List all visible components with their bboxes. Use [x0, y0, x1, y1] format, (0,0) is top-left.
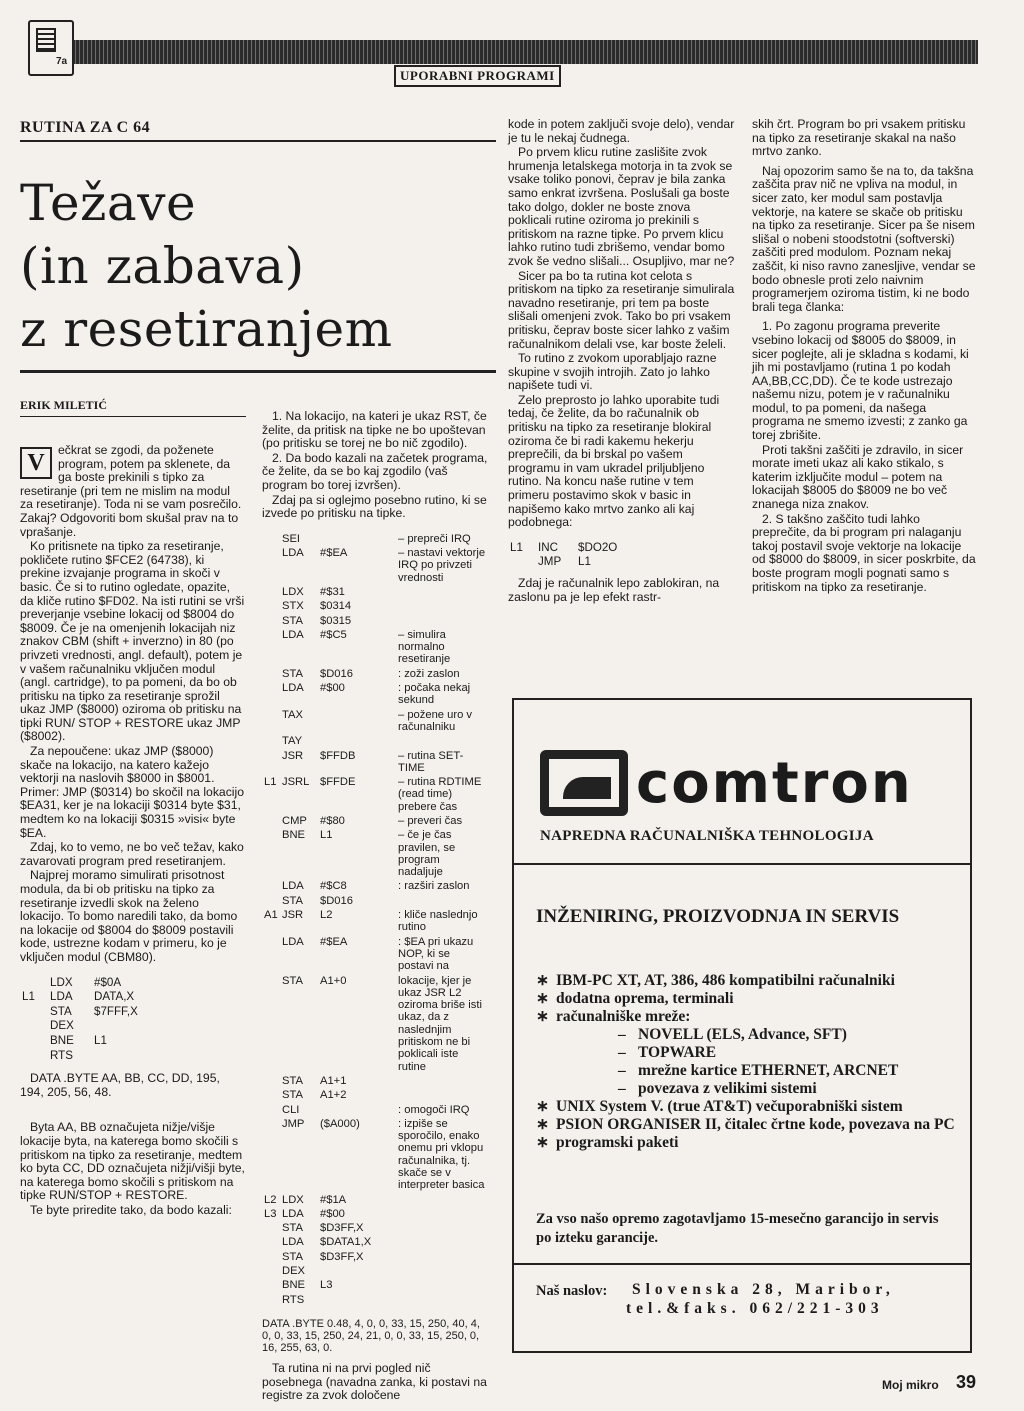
asm-row: L1 JSRL $FFDE – rutina RDTIME (read time) prebere čas	[264, 776, 482, 813]
paragraph: Za nepoučene: ukaz JMP ($8000) skače na lokacijo, na katero kažejo vektorji na naslovih $8000 in $8001. Primer: JMP ($0314) bo skočil na lokacijo $EA31, ker je na lokaciji $0314 byte $31, medtem ko na lokaciji $0315 »visi« byte $EA.	[20, 744, 244, 840]
asm-row: STA A1+0 lokacije, kjer je ukaz JSR L2 oziroma briše isti ukaz, da z naslednjim pritiskom ne bi poklicali iste rutine	[282, 974, 482, 1073]
bullet-icon: ∗	[536, 1098, 549, 1115]
paragraph: Ko pritisnete na tipko za resetiranje, pokličete rutino $FCE2 (64738), ki prekine izvajanje programa in skoči v basic. Če si to rutino ogledate, opazite, da kliče rutino $FD02. Na isti rutini se vrši preverjanje vsebine lokacij od $8004 do $8009. Če je na omenjenih lokacijah niz znakov CBM (shift + inverzno) in 80 (po privzeti vrednosti, angl. default), potem je v vašem računalniku vključen modul (angl. cartridge), to pa pomeni, da bo ob pritisku na tipko za resetiranje sprožil ukaz JMP ($8000) oziroma ob pritisku na tipki RUN/ STOP + RESTORE ukaz JMP ($8002).	[20, 539, 245, 744]
ad-list-text: UNIX System V. (true AT&T) večuporabniški sistem	[556, 1098, 903, 1115]
bullet-icon: ∗	[536, 1008, 549, 1025]
magazine-logo-icon	[28, 20, 74, 76]
headline-line-2: (in zabava)	[20, 237, 305, 295]
ad-list-text: programski paketi	[556, 1134, 679, 1151]
column-2	[262, 410, 488, 1404]
asm-row: TAY	[282, 735, 303, 748]
bullet-icon: ∗	[536, 990, 549, 1007]
ad-list-text: dodatna oprema, terminali	[556, 990, 734, 1007]
ad-divider	[514, 1263, 970, 1265]
ad-list-item	[536, 1044, 956, 1062]
ad-list-item	[536, 972, 956, 990]
asm-row: L2 LDX #$1A	[264, 1193, 347, 1206]
asm-row: RTS	[282, 1293, 305, 1306]
paragraph: Zelo preprosto jo lahko uporabite tudi tedaj, če želite, da bo računalnik ob pritisku na tipko za resetiranje blokiral oziroma če bi radi kakemu hekerju preprečili, da bi brskal po vašem programu in vam ukradel priljubljeno rutino. Na koncu naše rutine v tem primeru postavimo skok v basic in napišemo kako mrtvo zanko ali kaj podobnega:	[508, 392, 720, 530]
paragraph: skih črt. Program bo pri vsakem pritisku na tipko za resetiranje skakal na našo mrtvo zanko.	[752, 117, 966, 159]
bullet-icon: ∗	[536, 1116, 549, 1133]
asm-row: BNE L3	[282, 1279, 333, 1292]
paragraph: Proti takšni zaščiti je zdravilo, in sicer morate imeti ukaz ali kako stikalo, s katerim izključite modul – potem na lokacijah $8005 do $8009 ne bo več znanega niza znakov.	[752, 442, 964, 512]
code-listing: L1 INC $DO2O JMP L1	[510, 540, 618, 569]
ad-list-text: PSION ORGANISER II, čitalec črtne kode, povezava na PC	[556, 1116, 955, 1133]
asm-row: LDA #$C8 : razširi zaslon	[282, 880, 470, 893]
section-tag: UPORABNI PROGRAMI	[394, 65, 561, 87]
code-listing: LDX #$0A L1 LDA DATA,X STA $7FFF,X DEX BNE L1 RTS	[22, 975, 138, 1062]
column-4	[752, 118, 978, 595]
ad-list-item	[536, 990, 956, 1008]
ad-list-item	[536, 1098, 956, 1116]
advertisement	[512, 698, 972, 1353]
bullet-icon: –	[618, 1026, 626, 1043]
headline	[20, 172, 392, 361]
asm-row: CLI : omogoči IRQ	[282, 1103, 470, 1116]
paragraph: Zdaj pa si oglejmo posebno rutino, ki se izvede po pritisku na tipke.	[262, 492, 487, 521]
divider	[20, 140, 496, 142]
data-line: DATA .BYTE AA, BB, CC, DD, 195, 194, 205, 56, 48.	[20, 1071, 220, 1099]
kicker: RUTINA ZA C 64	[20, 119, 151, 136]
comtron-logo	[540, 750, 950, 820]
paragraph: Naj opozorim samo še na to, da takšna zaščita prav nič ne vpliva na modul, in sicer zato, ker modul sam postavlja vektorje, na katere se skače ob pritisku na tipko za resetiranje. Sicer pa še nisem slišal o nobeni stoodstotni (softverski) zaščiti pred modulom. Poznam nekaj zaščit, ki niso ravno zanesljive, vendar se bodo obnesle proti zelo naivnim programerjem oziroma tistim, ki ne bodo brali tega članka:	[752, 163, 976, 314]
ad-list-item	[536, 1008, 956, 1026]
paragraph: Te byte priredite tako, da bodo kazali:	[30, 1202, 232, 1217]
ad-list-text: TOPWARE	[638, 1044, 717, 1061]
ad-list-text: računalniške mreže:	[556, 1008, 691, 1025]
headline-line-3: z resetiranjem	[20, 300, 393, 358]
bullet-icon: ∗	[536, 972, 549, 989]
ad-list-text: povezava z velikimi sistemi	[638, 1080, 817, 1097]
asm-row: LDA $DATA1,X	[282, 1236, 372, 1249]
ad-list-item	[536, 1134, 956, 1152]
asm-row: STA A1+2	[282, 1089, 347, 1102]
divider	[20, 370, 496, 373]
header-bar	[28, 40, 978, 64]
author: ERIK MILETIĆ	[20, 398, 108, 412]
asm-row: STX $0314	[282, 600, 352, 613]
paragraph: Byta AA, BB označujeta nižje/višje lokacije byta, na katerega bomo skočili s pritiskom na tipko za resetiranje, medtem ko byta CC, DD označujeta nižji/višji byte, na katerega bomo skočili s pritiskom na tipke RUN/STOP + RESTORE.	[20, 1120, 245, 1203]
asm-row: LDA #$EA – nastavi vektorje IRQ po privzeti vrednosti	[282, 547, 486, 584]
paragraph: Ta rutina ni na prvi pogled nič posebnega (navadna zanka, ki postavi na registre za zvok določene	[262, 1360, 487, 1403]
asm-row: STA $D016 : zoži zaslon	[282, 667, 460, 680]
paragraph: Po prvem klicu rutine zaslišite zvok hrumenja letalskega motorja in ta zvok se vsake toliko ponovi, čeprav je bila zanka samo enkrat izvršena. Poslušali ga boste tako dolgo, dokler ne boste znova poklicali rutine oziroma jo prekinili s pritiskom na razne tipke. Po prvem klicu lahko rutino tudi zbrišemo, vendar bomo zvok še vedno slišali... Osupljivo, mar ne?	[508, 145, 735, 268]
paragraph: Zdaj je računalnik lepo zablokiran, na zaslonu pa je lep efekt rastr-	[508, 576, 720, 604]
intro-paragraph: ečkrat se zgodi, da poženete program, potem pa sklenete, da ga boste prekinili s tipko za resetiranje (pri tem ne mislim na modul za resetiranje). Toda ni se vam posrečilo. Zakaj? Odgovoriti bom skušal prav na to vprašanje.	[20, 443, 242, 539]
paragraph: kode in potem zaključi svoje delo), vendar je tu le nekaj čudnega.	[508, 117, 735, 145]
ad-services-list	[536, 972, 956, 1152]
asm-row: BNE L1 – če je čas pravilen, se program nadaljuje	[282, 829, 456, 879]
asm-row: LDA #$C5 – simulira normalno resetiranje	[282, 628, 451, 666]
ad-list-text: mrežne kartice ETHERNET, ARCNET	[638, 1062, 899, 1079]
asm-row: STA $D3FF,X	[282, 1222, 364, 1235]
page-number: 39	[956, 1372, 977, 1392]
paragraph: 2. Da bodo kazali na začetek programa, če želite, da se bo kaj zgodilo (vaš program bo torej izvršen).	[262, 450, 488, 492]
asm-row: LDX #$31	[282, 585, 345, 598]
paragraph: To rutino z zvokom uporabljajo razne skupine v svojih introjih. Zato jo lahko napišete tudi vi.	[508, 351, 717, 393]
paragraph: 1. Na lokacijo, na kateri je ukaz RST, če želite, da pritisk na tipke ne bo upoštevan (po pritisku se torej ne bo nič zgodilo).	[262, 409, 487, 451]
bullet-icon: –	[618, 1080, 626, 1097]
address-line-1: Slovenska 28, Maribor,	[632, 1281, 895, 1298]
asm-row: STA $0315	[282, 614, 352, 627]
assembly-listing	[262, 531, 488, 1308]
drop-cap: V	[20, 447, 52, 479]
headline-line-1: Težave	[20, 174, 197, 232]
paragraph: Najprej moramo simulirati prisotnost modula, da bi ob pritisku na tipko za resetiranje izvedli skok na želeno lokacijo. To bomo naredili tako, da bomo na lokacije od $8004 do $8009 postavili kode, ustrezne kodam v primeru, ko je vključen modul (CBM80).	[20, 868, 238, 964]
ad-list-text: IBM-PC XT, AT, 386, 486 kompatibilni računalniki	[556, 972, 895, 989]
ad-guarantee: Za vso našo opremo zagotavljamo 15-mesečno garancijo in servis po izteku garancije.	[536, 1211, 939, 1246]
asm-row: LDA #$EA : $EA pri ukazu NOP, ki se postavi na	[282, 935, 474, 973]
paragraph: Sicer pa bo ta rutina kot celota s pritiskom na tipko za resetiranje simulirala navadno resetiranje, pri tem pa boste slišali omenjeni zvok. Tako bo pri vsakem pritisku, čeprav boste sicer lahko z vašim računalnikom delali vse, kar boste želeli.	[508, 268, 735, 351]
asm-row: A1 JSR L2 : kliče naslednjo rutino	[264, 909, 478, 934]
ad-list-item	[536, 1080, 956, 1098]
ad-list-item	[536, 1062, 956, 1080]
bullet-icon: –	[618, 1044, 626, 1061]
brand-name: comtron	[636, 751, 913, 816]
paragraph: 2. S takšno zaščito tudi lahko preprečite, da bi program pri nalaganju takoj postavil svoje vektorje na lokacije od $8000 do $8009, in sicer poskrbite, da boste program mogli pognati samo s pritiskom na tipko za resetiranje.	[752, 511, 976, 594]
asm-row: JMP ($A000) : izpiše se sporočilo, enako onemu pri vklopu računalnika, tj. skače se v interpreter basica	[282, 1117, 485, 1192]
asm-row: LDA #$00 : počaka nekaj sekund	[282, 682, 471, 707]
asm-row: JSR $FFDB – rutina SET-TIME	[282, 749, 464, 774]
asm-row: STA $D3FF,X	[282, 1250, 364, 1263]
column-1	[20, 444, 246, 1218]
column-3	[508, 118, 736, 605]
bullet-icon: ∗	[536, 1134, 549, 1151]
paragraph: Zdaj, ko to vemo, ne bo več težav, kako zavarovati program pred resetiranjem.	[20, 840, 244, 868]
ad-list-item	[536, 1116, 956, 1134]
ad-list-text: NOVELL (ELS, Advance, SFT)	[638, 1026, 847, 1043]
ad-list-item	[536, 1026, 956, 1044]
ad-heading: INŽENIRING, PROIZVODNJA IN SERVIS	[536, 906, 900, 927]
asm-row: STA A1+1	[282, 1074, 347, 1087]
asm-row: SEI – prepreči IRQ	[282, 532, 471, 545]
magazine-name: Moj mikro	[882, 1378, 939, 1392]
asm-row: STA $D016	[282, 894, 353, 907]
ad-divider	[514, 863, 970, 865]
ad-tagline: NAPREDNA RAČUNALNIŠKA TEHNOLOGIJA	[540, 828, 874, 844]
divider	[20, 416, 246, 417]
bullet-icon: –	[618, 1062, 626, 1079]
logo-label: 7a	[56, 56, 68, 67]
address-line-2: tel.&faks. 062/221-303	[626, 1300, 884, 1317]
data-line: DATA .BYTE 0.48, 4, 0, 0, 33, 15, 250, 40, 4, 0, 0, 33, 15, 250, 24, 21, 0, 0, 33, 15, 250, 0, 16, 255, 63, 0.	[262, 1317, 480, 1354]
comtron-emblem-icon	[540, 750, 628, 816]
asm-row: L3 LDA #$00	[264, 1207, 345, 1220]
asm-row: CMP #$80 – preveri čas	[282, 814, 463, 827]
address-label: Naš naslov:	[536, 1283, 608, 1299]
paragraph: 1. Po zagonu programa preverite vsebino lokacij od $8005 do $8009, in sicer poglejte, ali je skladna s kodami, ki jih mi postavljamo (rutina 1 po kodah AA,BB,CC,DD). Če te kode ustrezajo našemu nizu, potem je v računalniku modul, to pa pomeni, da našega programa ne smemo izvesti; z zanko ga torej zbrišite.	[752, 319, 969, 443]
asm-row: DEX	[282, 1265, 306, 1278]
asm-row: TAX – požene uro v računalniku	[282, 708, 473, 733]
